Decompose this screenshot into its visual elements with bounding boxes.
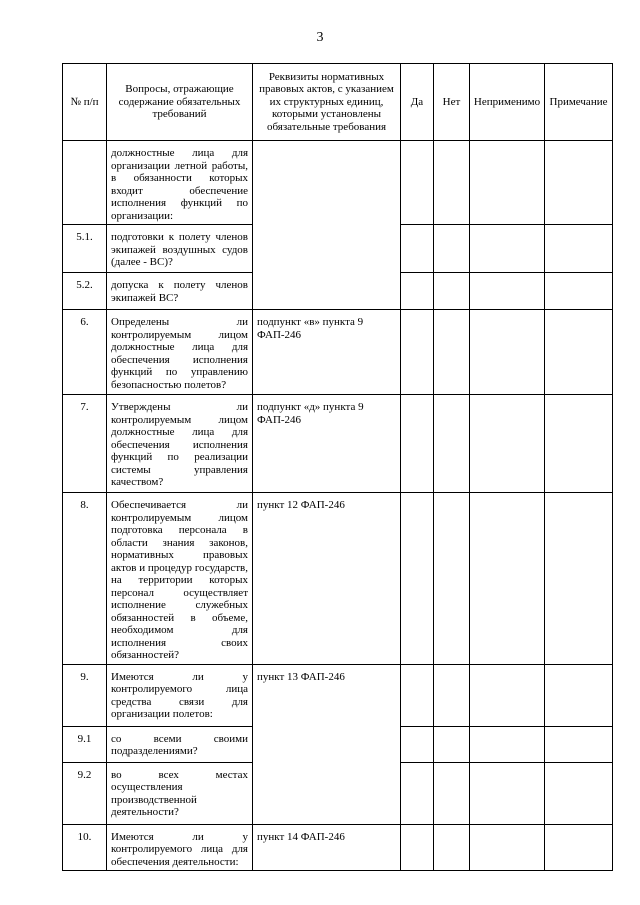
row-question: Определены ли контролируемым лицом должностные лица для обеспечения исполнения функций по управлению безопасностью полетов? (107, 310, 253, 395)
header-na: Неприменимо (470, 64, 545, 141)
cell-no (434, 225, 470, 273)
row-num: 6. (63, 310, 107, 395)
cell-yes (401, 726, 434, 762)
page-number: 3 (316, 30, 324, 45)
row-num: 10. (63, 824, 107, 871)
cell-na (470, 493, 545, 665)
row-requisites (253, 141, 401, 310)
cell-yes (401, 493, 434, 665)
cell-note (545, 225, 613, 273)
row-num: 9. (63, 664, 107, 726)
row-num: 5.1. (63, 225, 107, 273)
cell-no (434, 310, 470, 395)
row-question: должностные лица для организации летной работы, в обязанности которых входит обеспечение исполнения функций по организации: (107, 141, 253, 225)
header-row (63, 64, 613, 141)
cell-yes (401, 395, 434, 493)
row-num: 7. (63, 395, 107, 493)
cell-na (470, 726, 545, 762)
cell-na (470, 664, 545, 726)
row-question: со всеми своими подразделениями? (107, 726, 253, 762)
header-num: № п/п (63, 64, 107, 141)
cell-note (545, 726, 613, 762)
cell-no (434, 824, 470, 871)
cell-yes (401, 310, 434, 395)
cell-note (545, 395, 613, 493)
table-row (63, 310, 613, 395)
row-requisites: пункт 12 ФАП-246 (253, 493, 401, 665)
row-num: 9.2 (63, 762, 107, 824)
table-row (63, 664, 613, 726)
cell-na (470, 225, 545, 273)
row-question: допуска к полету членов экипажей ВС? (107, 273, 253, 310)
header-yes: Да (401, 64, 434, 141)
cell-yes (401, 225, 434, 273)
row-num: 5.2. (63, 273, 107, 310)
row-requisites: пункт 13 ФАП-246 (253, 664, 401, 824)
header-requisites: Реквизиты нормативных правовых актов, с указанием их структурных единиц, которыми установлены обязательные требования (253, 64, 401, 141)
row-question: подготовки к полету членов экипажей воздушных судов (далее - ВС)? (107, 225, 253, 273)
header-question: Вопросы, отражающие содержание обязательных требований (107, 64, 253, 141)
cell-yes (401, 664, 434, 726)
row-requisites: подпункт «в» пункта 9 ФАП-246 (253, 310, 401, 395)
table-row (63, 395, 613, 493)
checklist-table (62, 63, 613, 871)
row-question: Имеются ли у контролируемого лица средства связи для организации полетов: (107, 664, 253, 726)
cell-no (434, 664, 470, 726)
cell-na (470, 762, 545, 824)
cell-yes (401, 824, 434, 871)
row-num: 8. (63, 493, 107, 665)
cell-na (470, 395, 545, 493)
table-row (63, 493, 613, 665)
row-requisites: подпункт «д» пункта 9 ФАП-246 (253, 395, 401, 493)
header-no: Нет (434, 64, 470, 141)
cell-note (545, 273, 613, 310)
header-note: Примечание (545, 64, 613, 141)
table-row (63, 141, 613, 225)
cell-no (434, 762, 470, 824)
cell-no (434, 273, 470, 310)
row-question: Обеспечивается ли контролируемым лицом подготовка персонала в области знания законов, нормативных правовых актов и процедур государств, на территории которых персонал осуществляет исполнение служебных обязанностей в объеме, необходимом для исполнения своих обязанностей? (107, 493, 253, 665)
row-question: Утверждены ли контролируемым лицом должностные лица для обеспечения исполнения функций по реализации системы управления качеством? (107, 395, 253, 493)
cell-yes (401, 141, 434, 225)
row-num: 9.1 (63, 726, 107, 762)
row-question: Имеются ли у контролируемого лица для обеспечения деятельности: (107, 824, 253, 871)
cell-note (545, 824, 613, 871)
cell-no (434, 493, 470, 665)
cell-yes (401, 273, 434, 310)
cell-note (545, 493, 613, 665)
cell-na (470, 141, 545, 225)
row-num (63, 141, 107, 225)
table-row (63, 824, 613, 871)
cell-no (434, 141, 470, 225)
cell-na (470, 824, 545, 871)
cell-yes (401, 762, 434, 824)
cell-no (434, 726, 470, 762)
cell-na (470, 310, 545, 395)
row-requisites: пункт 14 ФАП-246 (253, 824, 401, 871)
cell-note (545, 762, 613, 824)
cell-no (434, 395, 470, 493)
cell-note (545, 664, 613, 726)
row-question: во всех местах осуществления производственной деятельности? (107, 762, 253, 824)
cell-note (545, 310, 613, 395)
cell-na (470, 273, 545, 310)
cell-note (545, 141, 613, 225)
